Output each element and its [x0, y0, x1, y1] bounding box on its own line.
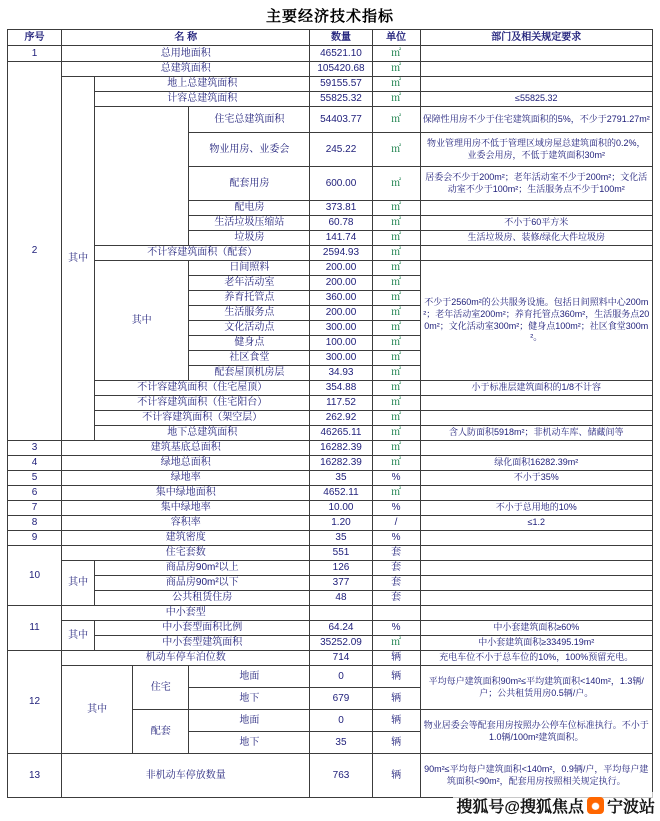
- table-cell: 10.00: [310, 501, 372, 516]
- unit-cell: ㎡: [372, 62, 420, 77]
- table-cell: 计容总建筑面积: [95, 92, 310, 107]
- unit-cell: 辆: [372, 688, 420, 710]
- table-cell: 地面: [189, 666, 310, 688]
- table-cell: 平均每户建筑面积90m²≤平均建筑面积<140m²，1.3辆/户；公共租赁用房0.5辆/户。: [420, 666, 652, 710]
- unit-cell: 套: [372, 546, 420, 561]
- table-cell: 配套: [133, 710, 189, 754]
- unit-cell: ㎡: [372, 411, 420, 426]
- col-header-name: 名 称: [62, 30, 310, 46]
- table-cell: 地下: [189, 688, 310, 710]
- qizhong-cell: 其中: [62, 621, 95, 651]
- unit-cell: ㎡: [372, 426, 420, 441]
- table-cell: 1.20: [310, 516, 372, 531]
- table-cell: 360.00: [310, 291, 372, 306]
- unit-cell: 辆: [372, 754, 420, 798]
- table-cell: 绿化面积16282.39m²: [420, 456, 652, 471]
- table-cell: 社区食堂: [189, 351, 310, 366]
- table-cell: 机动车停车泊位数: [62, 651, 310, 666]
- table-cell: 不少于2560m²的公共服务设施。包括日间照料中心200m²；老年活动室200m²；养育托管点360m²，生活服务点200m²；文化活动室300m²；健身点100m²；社区食堂300m²。: [420, 261, 652, 381]
- unit-cell: ㎡: [372, 133, 420, 167]
- table-cell: 住宅: [133, 666, 189, 710]
- table-cell: 物业居委会等配套用房按照办公停车位标准执行。不小于1.0辆/100m²建筑面积。: [420, 710, 652, 754]
- table-cell: 46521.10: [310, 46, 372, 62]
- table-cell: 不计容建筑面积（配套）: [95, 246, 310, 261]
- unit-cell: ㎡: [372, 636, 420, 651]
- table-cell: 物业管理用房不低于管理区域房屋总建筑面积的0.2%，业委会用房，不低于建筑面积30m²: [420, 133, 652, 167]
- table-cell: 59155.57: [310, 77, 372, 92]
- table-cell: 地下总建筑面积: [95, 426, 310, 441]
- table-cell: 中小套型: [62, 606, 310, 621]
- unit-cell: ㎡: [372, 276, 420, 291]
- unit-cell: ㎡: [372, 381, 420, 396]
- table-cell: [420, 606, 652, 621]
- row-index: 11: [8, 606, 62, 651]
- empty-cell: [95, 107, 189, 246]
- row-index: 7: [8, 501, 62, 516]
- col-header-requirement: 部门及相关规定要求: [420, 30, 652, 46]
- unit-cell: ㎡: [372, 336, 420, 351]
- table-cell: 非机动车停放数量: [62, 754, 310, 798]
- table-cell: 养育托管点: [189, 291, 310, 306]
- table-cell: 16282.39: [310, 456, 372, 471]
- table-cell: 16282.39: [310, 441, 372, 456]
- unit-cell: ㎡: [372, 107, 420, 133]
- table-cell: 中小套型面积比例: [95, 621, 310, 636]
- table-cell: 373.81: [310, 201, 372, 216]
- table-cell: 居委会不少于200m²；老年活动室不少于200m²；文化活动室不少于100m²；生活服务点不少于100m²: [420, 167, 652, 201]
- row-index: 4: [8, 456, 62, 471]
- row-index: 10: [8, 546, 62, 606]
- table-cell: 200.00: [310, 306, 372, 321]
- table-cell: 生活服务点: [189, 306, 310, 321]
- table-cell: 地面: [189, 710, 310, 732]
- table-cell: 262.92: [310, 411, 372, 426]
- table-cell: 小于标准层建筑面积的1/8不计容: [420, 381, 652, 396]
- qizhong-cell: 其中: [62, 77, 95, 441]
- table-cell: 垃圾房: [189, 231, 310, 246]
- qizhong-cell: 其中: [62, 666, 133, 754]
- table-cell: [420, 46, 652, 62]
- row-index: 3: [8, 441, 62, 456]
- col-header-unit: 单位: [372, 30, 420, 46]
- table-cell: 老年活动室: [189, 276, 310, 291]
- table-cell: 中小套建筑面积≥33495.19m²: [420, 636, 652, 651]
- table-cell: 54403.77: [310, 107, 372, 133]
- unit-cell: ㎡: [372, 486, 420, 501]
- col-header-index: 序号: [8, 30, 62, 46]
- row-index: 5: [8, 471, 62, 486]
- table-cell: 总用地面积: [62, 46, 310, 62]
- row-index: 1: [8, 46, 62, 62]
- table-cell: 551: [310, 546, 372, 561]
- table-cell: 商品房90m²以下: [95, 576, 310, 591]
- table-cell: 商品房90m²以上: [95, 561, 310, 576]
- watermark: [453, 792, 658, 819]
- table-cell: 日间照料: [189, 261, 310, 276]
- row-index: 2: [8, 62, 62, 441]
- table-cell: 600.00: [310, 167, 372, 201]
- table-cell: 配电房: [189, 201, 310, 216]
- row-index: 8: [8, 516, 62, 531]
- table-cell: 377: [310, 576, 372, 591]
- table-cell: 141.74: [310, 231, 372, 246]
- unit-cell: ㎡: [372, 321, 420, 336]
- table-cell: 0: [310, 666, 372, 688]
- table-cell: 住宅总建筑面积: [189, 107, 310, 133]
- table-cell: [420, 561, 652, 576]
- table-cell: [420, 486, 652, 501]
- table-cell: 建筑基底总面积: [62, 441, 310, 456]
- unit-cell: ㎡: [372, 216, 420, 231]
- table-cell: 充电车位不小于总车位的10%，100%预留充电。: [420, 651, 652, 666]
- table-cell: 354.88: [310, 381, 372, 396]
- unit-cell: ㎡: [372, 92, 420, 107]
- table-cell: 地下: [189, 732, 310, 754]
- table-cell: 文化活动点: [189, 321, 310, 336]
- table-cell: 48: [310, 591, 372, 606]
- table-cell: 35: [310, 471, 372, 486]
- table-cell: 生活垃圾压缩站: [189, 216, 310, 231]
- table-cell: 生活垃圾房、装修/绿化大件垃圾房: [420, 231, 652, 246]
- unit-cell: 辆: [372, 710, 420, 732]
- unit-cell: ㎡: [372, 291, 420, 306]
- table-cell: 公共租赁住房: [95, 591, 310, 606]
- table-cell: 容积率: [62, 516, 310, 531]
- table-cell: 地上总建筑面积: [95, 77, 310, 92]
- unit-cell: ㎡: [372, 261, 420, 276]
- sohu-focus-logo-icon: [587, 797, 604, 814]
- table-cell: 物业用房、业委会: [189, 133, 310, 167]
- table-cell: 不计容建筑面积（住宅阳台）: [95, 396, 310, 411]
- qizhong-cell: 其中: [95, 261, 189, 381]
- page-title: 主要经济技术指标: [265, 8, 394, 25]
- unit-cell: ㎡: [372, 396, 420, 411]
- watermark-text-suffix: 宁波站: [606, 799, 655, 816]
- unit-cell: 辆: [372, 732, 420, 754]
- table-cell: 117.52: [310, 396, 372, 411]
- unit-cell: ㎡: [372, 46, 420, 62]
- table-cell: 中小套建筑面积≥60%: [420, 621, 652, 636]
- unit-cell: %: [372, 621, 420, 636]
- table-cell: 35252.09: [310, 636, 372, 651]
- table-cell: 含人防面积5918m²；非机动车库、储藏间等: [420, 426, 652, 441]
- table-cell: 总建筑面积: [62, 62, 310, 77]
- table-cell: [420, 591, 652, 606]
- table-cell: 200.00: [310, 261, 372, 276]
- table-cell: 300.00: [310, 351, 372, 366]
- table-cell: 34.93: [310, 366, 372, 381]
- table-cell: 300.00: [310, 321, 372, 336]
- unit-cell: 辆: [372, 666, 420, 688]
- table-cell: 不计容建筑面积（住宅屋顶）: [95, 381, 310, 396]
- table-cell: ≤1.2: [420, 516, 652, 531]
- table-cell: [420, 576, 652, 591]
- table-cell: 不计容建筑面积（架空层）: [95, 411, 310, 426]
- unit-cell: 套: [372, 561, 420, 576]
- table-cell: [420, 411, 652, 426]
- table-cell: 46265.11: [310, 426, 372, 441]
- table-cell: 绿地率: [62, 471, 310, 486]
- indicators-table: [7, 29, 653, 798]
- unit-cell: %: [372, 471, 420, 486]
- table-cell: [420, 77, 652, 92]
- table-cell: 200.00: [310, 276, 372, 291]
- table-cell: 中小套型建筑面积: [95, 636, 310, 651]
- table-cell: 住宅套数: [62, 546, 310, 561]
- table-cell: 105420.68: [310, 62, 372, 77]
- table-cell: 60.78: [310, 216, 372, 231]
- table-cell: 100.00: [310, 336, 372, 351]
- unit-cell: ㎡: [372, 167, 420, 201]
- unit-cell: ㎡: [372, 456, 420, 471]
- table-cell: 64.24: [310, 621, 372, 636]
- unit-cell: ㎡: [372, 201, 420, 216]
- row-index: 9: [8, 531, 62, 546]
- unit-cell: ㎡: [372, 246, 420, 261]
- unit-cell: ㎡: [372, 366, 420, 381]
- table-cell: 679: [310, 688, 372, 710]
- unit-cell: [372, 606, 420, 621]
- qizhong-cell: 其中: [62, 561, 95, 606]
- table-cell: 55825.32: [310, 92, 372, 107]
- table-cell: 不小于60平方米: [420, 216, 652, 231]
- table-cell: 保障性用房不少于住宅建筑面积的5%，不少于2791.27m²: [420, 107, 652, 133]
- table-cell: 配套屋顶机房层: [189, 366, 310, 381]
- table-cell: 集中绿地面积: [62, 486, 310, 501]
- unit-cell: 套: [372, 591, 420, 606]
- table-cell: 建筑密度: [62, 531, 310, 546]
- table-cell: 245.22: [310, 133, 372, 167]
- table-cell: [310, 606, 372, 621]
- table-cell: 2594.93: [310, 246, 372, 261]
- table-cell: [420, 201, 652, 216]
- table-cell: 35: [310, 531, 372, 546]
- table-cell: ≤55825.32: [420, 92, 652, 107]
- unit-cell: ㎡: [372, 351, 420, 366]
- table-cell: [420, 62, 652, 77]
- unit-cell: ㎡: [372, 441, 420, 456]
- unit-cell: ㎡: [372, 306, 420, 321]
- unit-cell: ㎡: [372, 231, 420, 246]
- unit-cell: ㎡: [372, 77, 420, 92]
- table-cell: 714: [310, 651, 372, 666]
- unit-cell: %: [372, 531, 420, 546]
- table-cell: [420, 441, 652, 456]
- table-cell: 健身点: [189, 336, 310, 351]
- row-index: 13: [8, 754, 62, 798]
- unit-cell: 辆: [372, 651, 420, 666]
- table-cell: [420, 246, 652, 261]
- table-cell: 90m²≤平均每户建筑面积<140m²，0.9辆/户，平均每户建筑面积<90m²，配套用房按照相关规定执行。: [420, 754, 652, 798]
- table-cell: 763: [310, 754, 372, 798]
- table-cell: 集中绿地率: [62, 501, 310, 516]
- unit-cell: %: [372, 501, 420, 516]
- table-body: [8, 30, 653, 798]
- table-cell: 0: [310, 710, 372, 732]
- table-cell: 35: [310, 732, 372, 754]
- table-cell: 126: [310, 561, 372, 576]
- unit-cell: 套: [372, 576, 420, 591]
- table-cell: 不小于35%: [420, 471, 652, 486]
- row-index: 12: [8, 651, 62, 754]
- table-cell: [420, 396, 652, 411]
- table-cell: 4652.11: [310, 486, 372, 501]
- table-cell: [420, 546, 652, 561]
- table-cell: 不小于总用地的10%: [420, 501, 652, 516]
- table-cell: [420, 531, 652, 546]
- watermark-text-prefix: 搜狐号@搜狐焦点: [456, 799, 584, 816]
- table-cell: 配套用房: [189, 167, 310, 201]
- unit-cell: /: [372, 516, 420, 531]
- table-cell: 绿地总面积: [62, 456, 310, 471]
- col-header-quantity: 数量: [310, 30, 372, 46]
- row-index: 6: [8, 486, 62, 501]
